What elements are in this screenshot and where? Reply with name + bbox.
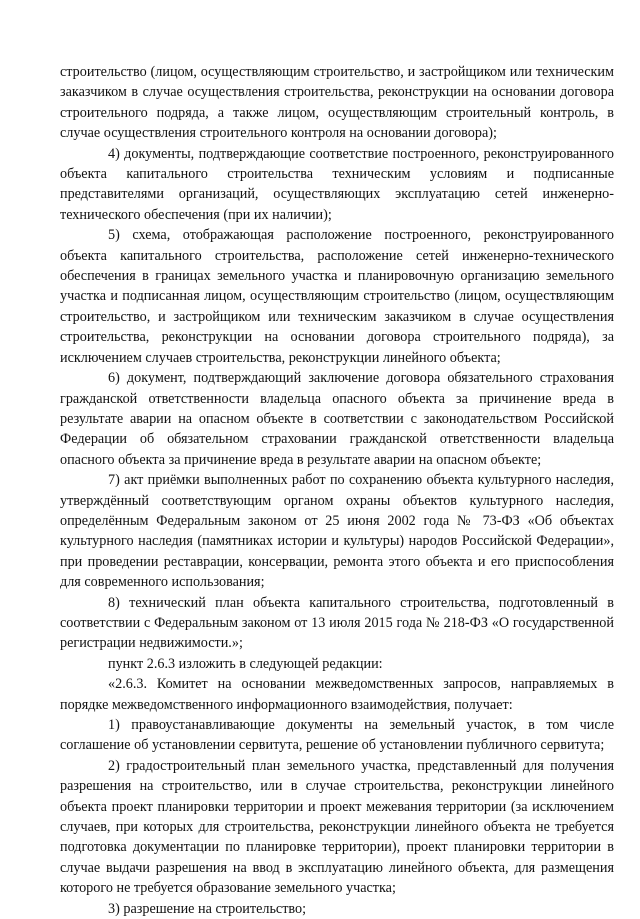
document-body	[60, 62, 614, 919]
paragraph-item-5: 5) схема, отображающая расположение построенного, реконструированного объекта капитального строительства, расположение сетей инженерно-технического обеспечения в границах земельного участка и планировочную организацию земельного участка и подписанная лицом, осуществляющим строительство (лицом, осуществляющим строительство, и застройщиком или техническим заказчиком в случае осуществления строительства, реконструкции на основании договора строительного подряда), за исключением случаев строительства, реконструкции линейного объекта;	[60, 227, 614, 366]
paragraph-subitem-1: 1) правоустанавливающие документы на земельный участок, в том числе соглашение об установлении сервитута, решение об установлении публичного сервитута;	[60, 717, 614, 754]
paragraph-item-6: 6) документ, подтверждающий заключение договора обязательного страхования гражданской ответственности владельца опасного объекта за причинение вреда в результате аварии на опасном объекте в соответствии с законодательством Российской Федерации об обязательном страховании гражданской ответственности владельца опасного объекта за причинение вреда в результате аварии на опасном объекте;	[60, 370, 614, 468]
paragraph-item-7: 7) акт приёмки выполненных работ по сохранению объекта культурного наследия, утверждённый соответствующим органом охраны объектов культурного наследия, определённым Федеральным законом от 25 июня 2002 года № 73-ФЗ «Об объектах культурного наследия (памятниках истории и культуры) народов Российской Федерации», при проведении реставрации, консервации, ремонта этого объекта и его приспособления для современного использования;	[60, 472, 614, 591]
paragraph-subitem-2: 2) градостроительный план земельного участка, представленный для получения разрешения на строительство, или в случае строительства, реконструкции линейного объекта проект планировки территории и проект межевания территории (за исключением случаев, при которых для строительства, реконструкции линейного объекта не требуется подготовка документации по планировке территории), проект планировки территории в случае выдачи разрешения на ввод в эксплуатацию линейного объекта, для размещения которого не требуется образование земельного участка;	[60, 757, 614, 897]
paragraph-item-4: 4) документы, подтверждающие соответствие построенного, реконструированного объекта капитального строительства техническим условиям и подписанные представителями организаций, осуществляющих эксплуатацию сетей инженерно-технического обеспечения (при их наличии);	[60, 145, 614, 223]
paragraph-item-8: 8) технический план объекта капитального строительства, подготовленный в соответствии с Федеральным законом от 13 июля 2015 года № 218-ФЗ «О государственной регистрации недвижимости.»;	[60, 594, 614, 652]
paragraph-continuation: строительство (лицом, осуществляющим строительство, и застройщиком или техническим заказчиком в случае осуществления строительства, реконструкции на основании договора строительного подряда, а также лицом, осуществляющим строительный контроль, в случае осуществления строительного контроля на основании договора);	[60, 64, 614, 142]
paragraph-clause-2-6-3: «2.6.3. Комитет на основании межведомственных запросов, направляемых в порядке межведомственного информационного взаимодействия, получает:	[60, 676, 614, 713]
paragraph-subitem-3: 3) разрешение на строительство;	[108, 900, 307, 917]
paragraph-amendment-instruction: пункт 2.6.3 изложить в следующей редакции:	[108, 655, 383, 672]
